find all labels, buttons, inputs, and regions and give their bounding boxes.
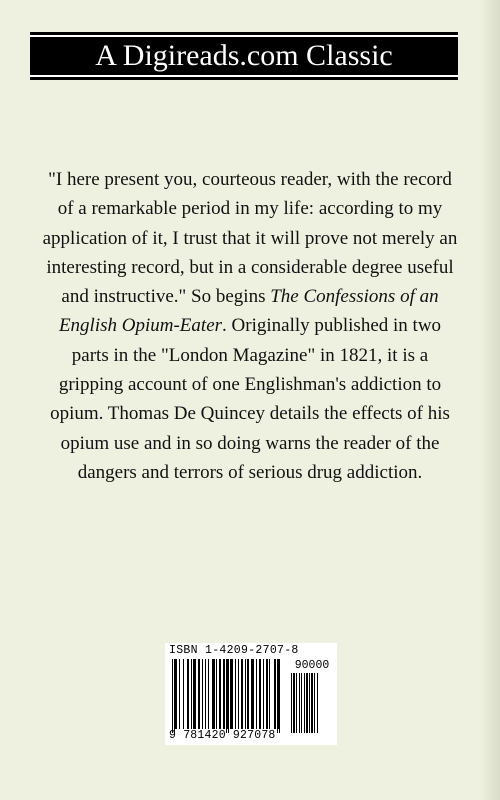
barcode-bar — [230, 659, 233, 729]
blurb-begins: So begins — [186, 286, 271, 308]
barcode-bar — [317, 673, 318, 733]
blurb-description: . Originally published in two parts in the "London Magazine" in 1821, it is a gripping account of one Englishman's addiction to opium. Thomas De Quincey details the effects of his opium use and in so doing warns the reader of the dangers and terrors of serious drug addiction. — [50, 315, 450, 483]
barcode-bar — [245, 659, 246, 729]
barcode-bar — [277, 659, 278, 733]
blurb-quote: "I here present you, courteous reader, with the record of a remarkable period in my life: according to my application of it, I trust that it will prove not merely an interesting record, but in a considerable degree useful and instructive." — [42, 169, 458, 308]
barcode-bar — [306, 673, 308, 733]
barcode-bar — [259, 659, 261, 729]
barcode-bar — [202, 659, 203, 729]
barcode-bar — [274, 659, 276, 729]
barcode-bar — [311, 673, 313, 733]
barcode-bar — [227, 659, 228, 729]
cover-edge-shade — [480, 0, 500, 800]
barcode-bar — [216, 659, 217, 729]
barcode-bar — [223, 659, 225, 729]
barcode-bar — [174, 659, 175, 733]
price-code: 90000 — [294, 659, 330, 672]
barcode-bar — [314, 673, 315, 733]
barcode-bar — [279, 659, 280, 733]
banner-title: A Digireads.com Classic — [95, 39, 393, 72]
barcode-bar — [296, 673, 297, 733]
barcode-bar — [301, 673, 302, 733]
barcode-bar — [219, 659, 221, 729]
barcode-bar — [256, 659, 257, 729]
barcode-bar — [183, 659, 184, 729]
barcode-bar — [251, 659, 254, 729]
barcode-bar — [247, 659, 249, 729]
barcode-bar — [172, 659, 173, 733]
barcode-bar — [193, 659, 196, 729]
barcode-bar — [226, 659, 227, 733]
barcode-bar — [269, 659, 270, 729]
barcode-bar — [191, 659, 192, 729]
barcode-bar — [278, 659, 279, 729]
barcode-bar — [179, 659, 180, 729]
barcode-bar — [205, 659, 206, 729]
barcode-bar — [309, 673, 310, 733]
barcode-bar — [241, 659, 243, 729]
barcode-bar — [187, 659, 189, 729]
blurb-book-title: The Confessions of an English Opium-Eater — [58, 286, 439, 337]
barcode-bar — [175, 659, 177, 729]
banner-bottom-rule — [30, 75, 458, 77]
barcode-bar — [291, 673, 292, 733]
barcode-bar — [208, 659, 209, 729]
barcode-bar — [266, 659, 268, 729]
barcode-bar — [299, 673, 300, 733]
ean-digits: 9 781420 927078 — [169, 729, 276, 742]
barcode-bar — [293, 673, 295, 733]
back-cover-blurb — [42, 165, 458, 487]
barcode-bar — [235, 659, 236, 729]
barcode-bar — [212, 659, 215, 729]
isbn-label: ISBN 1-4209-2707-8 — [169, 644, 299, 657]
barcode-bar — [263, 659, 264, 729]
publisher-banner — [30, 32, 458, 80]
barcode-bar — [304, 673, 305, 733]
barcode-bar — [198, 659, 200, 729]
barcode-bar — [238, 659, 239, 729]
isbn-barcode — [165, 643, 337, 745]
barcode-bar — [228, 659, 229, 733]
